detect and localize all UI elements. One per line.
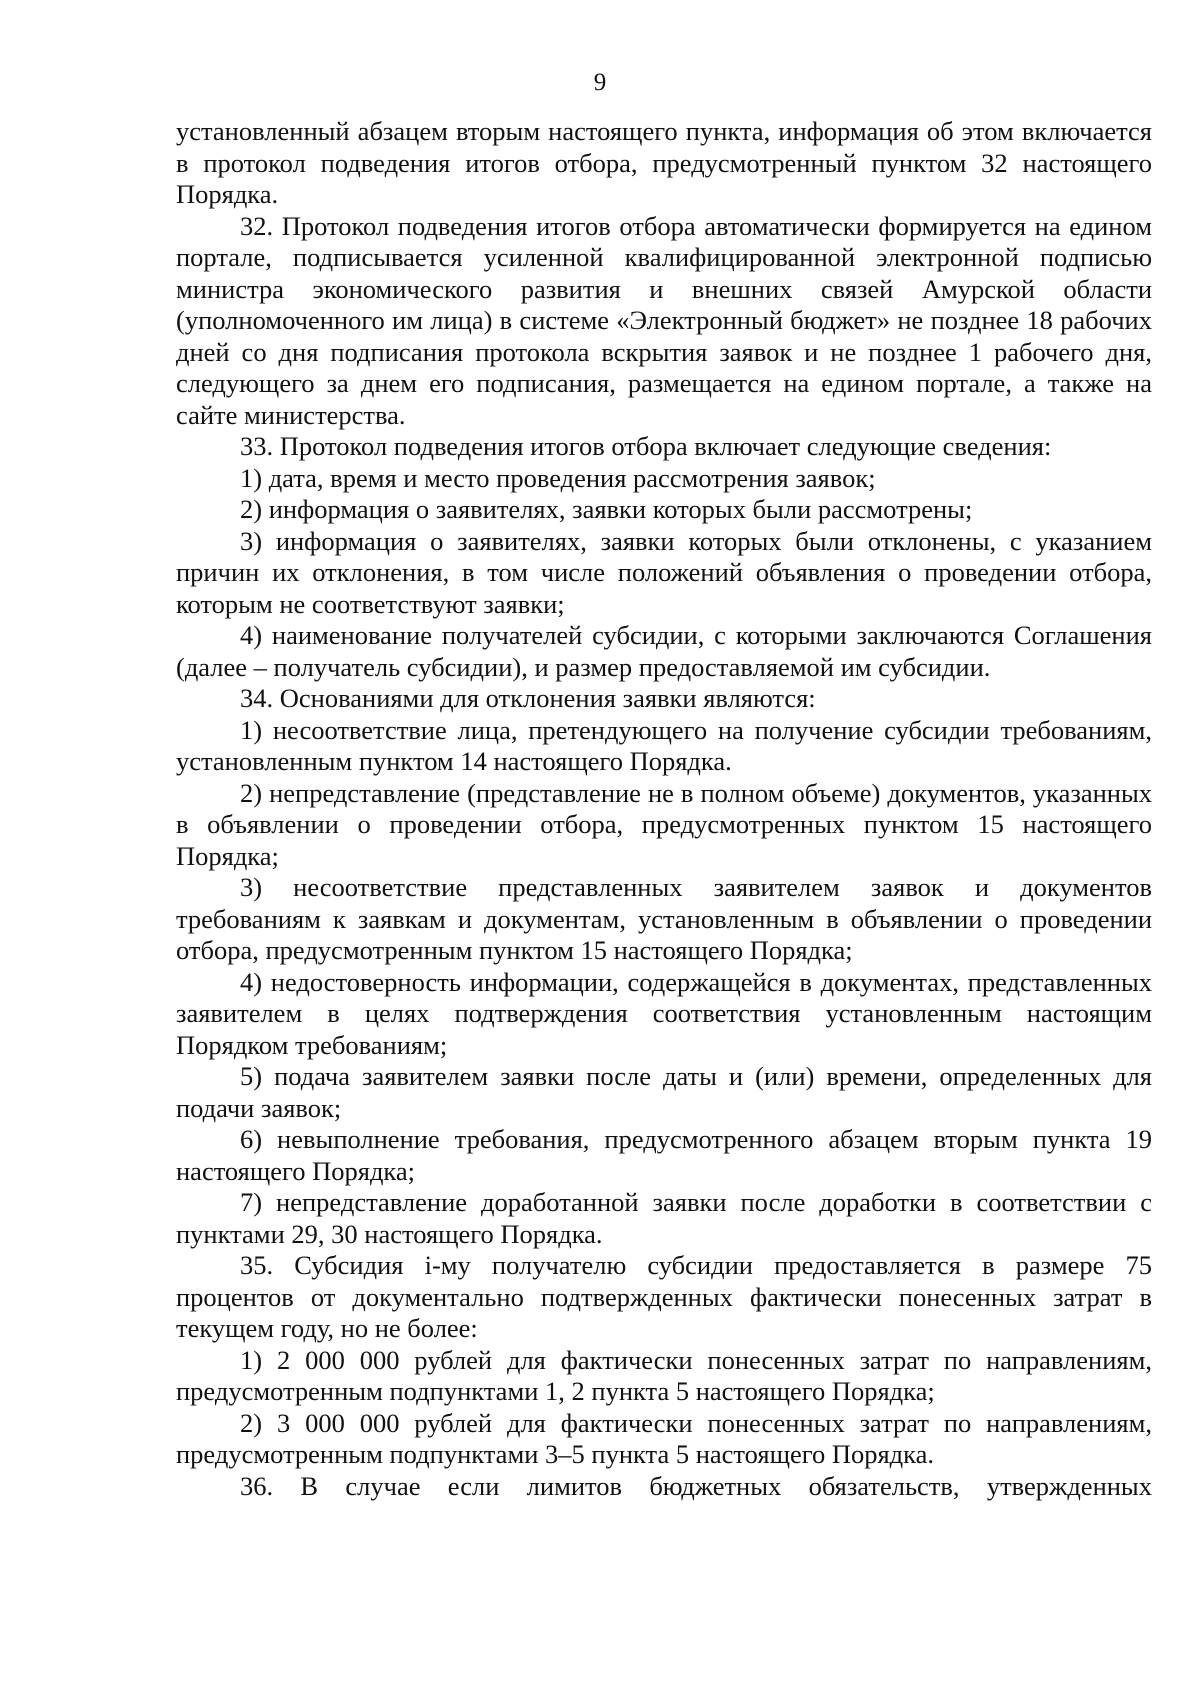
page-number: 9: [593, 69, 607, 96]
paragraph-item-33: 33. Протокол подведения итогов отбора включает следующие сведения:: [240, 431, 1052, 461]
paragraph-subitem: 1) 2 000 000 рублей для фактически понесенных затрат по направлениям, предусмотренным подпунктами 1, 2 пункта 5 настоящего Порядка;: [176, 1344, 1152, 1406]
paragraph-subitem: 3) информация о заявителях, заявки которых были отклонены, с указанием причин их отклонения, в том числе положений объявления о проведении отбора, которым не соответствуют заявки;: [176, 525, 1152, 619]
paragraph-subitem: 4) наименование получателей субсидии, с которыми заключаются Соглашения (далее – получатель субсидии), и размер предоставляемой им субсидии.: [176, 620, 1152, 682]
paragraph-subitem: 5) подача заявителем заявки после даты и (или) времени, определенных для подачи заявок;: [176, 1061, 1152, 1123]
paragraph-subitem: 2) информация о заявителях, заявки которых были рассмотрены;: [240, 494, 973, 524]
paragraph-subitem: 7) непредставление доработанной заявки после доработки в соответствии с пунктами 29, 30 настоящего Порядка.: [176, 1187, 1152, 1249]
paragraph-subitem: 4) недостоверность информации, содержащейся в документах, представленных заявителем в целях подтверждения соответствия установленным настоящим Порядком требованиям;: [176, 966, 1152, 1060]
paragraph-subitem: 6) невыполнение требования, предусмотренного абзацем вторым пункта 19 настоящего Порядка;: [176, 1124, 1152, 1186]
paragraph-subitem: 2) непредставление (представление не в полном объеме) документов, указанных в объявлении о проведении отбора, предусмотренных пунктом 15 настоящего Порядка;: [176, 777, 1152, 871]
paragraph-item-35: 35. Субсидия i-му получателю субсидии предоставляется в размере 75 процентов от документально подтвержденных фактически понесенных затрат в текущем году, но не более:: [176, 1250, 1152, 1343]
paragraph-item-36: 36. В случае если лимитов бюджетных обязательств, утвержденных: [240, 1470, 1152, 1501]
document-body: [176, 116, 1152, 1502]
paragraph-item-34: 34. Основаниями для отклонения заявки являются:: [240, 683, 816, 713]
paragraph-subitem: 1) дата, время и место проведения рассмотрения заявок;: [240, 462, 876, 493]
paragraph-item-32: 32. Протокол подведения итогов отбора автоматически формируется на едином портале, подписывается усиленной квалифицированной электронной подписью министра экономического развития и внешних связей Амурской области (уполномоченного им лица) в системе «Электронный бюджет» не позднее 18 рабочих дней со дня подписания протокола вскрытия заявок и не позднее 1 рабочего дня, следующего за днем его подписания, размещается на едином портале, а также на сайте министерства.: [176, 210, 1152, 430]
paragraph-continuation: установленный абзацем вторым настоящего пункта, информация об этом включается в протокол подведения итогов отбора, предусмотренный пунктом 32 настоящего Порядка.: [176, 116, 1152, 209]
paragraph-subitem: 2) 3 000 000 рублей для фактически понесенных затрат по направлениям, предусмотренным подпунктами 3–5 пункта 5 настоящего Порядка.: [176, 1407, 1152, 1469]
paragraph-subitem: 1) несоответствие лица, претендующего на получение субсидии требованиям, установленным пунктом 14 настоящего Порядка.: [176, 714, 1152, 776]
paragraph-subitem: 3) несоответствие представленных заявителем заявок и документов требованиям к заявкам и документам, установленным в объявлении о проведении отбора, предусмотренным пунктом 15 настоящего Порядка;: [176, 872, 1152, 965]
